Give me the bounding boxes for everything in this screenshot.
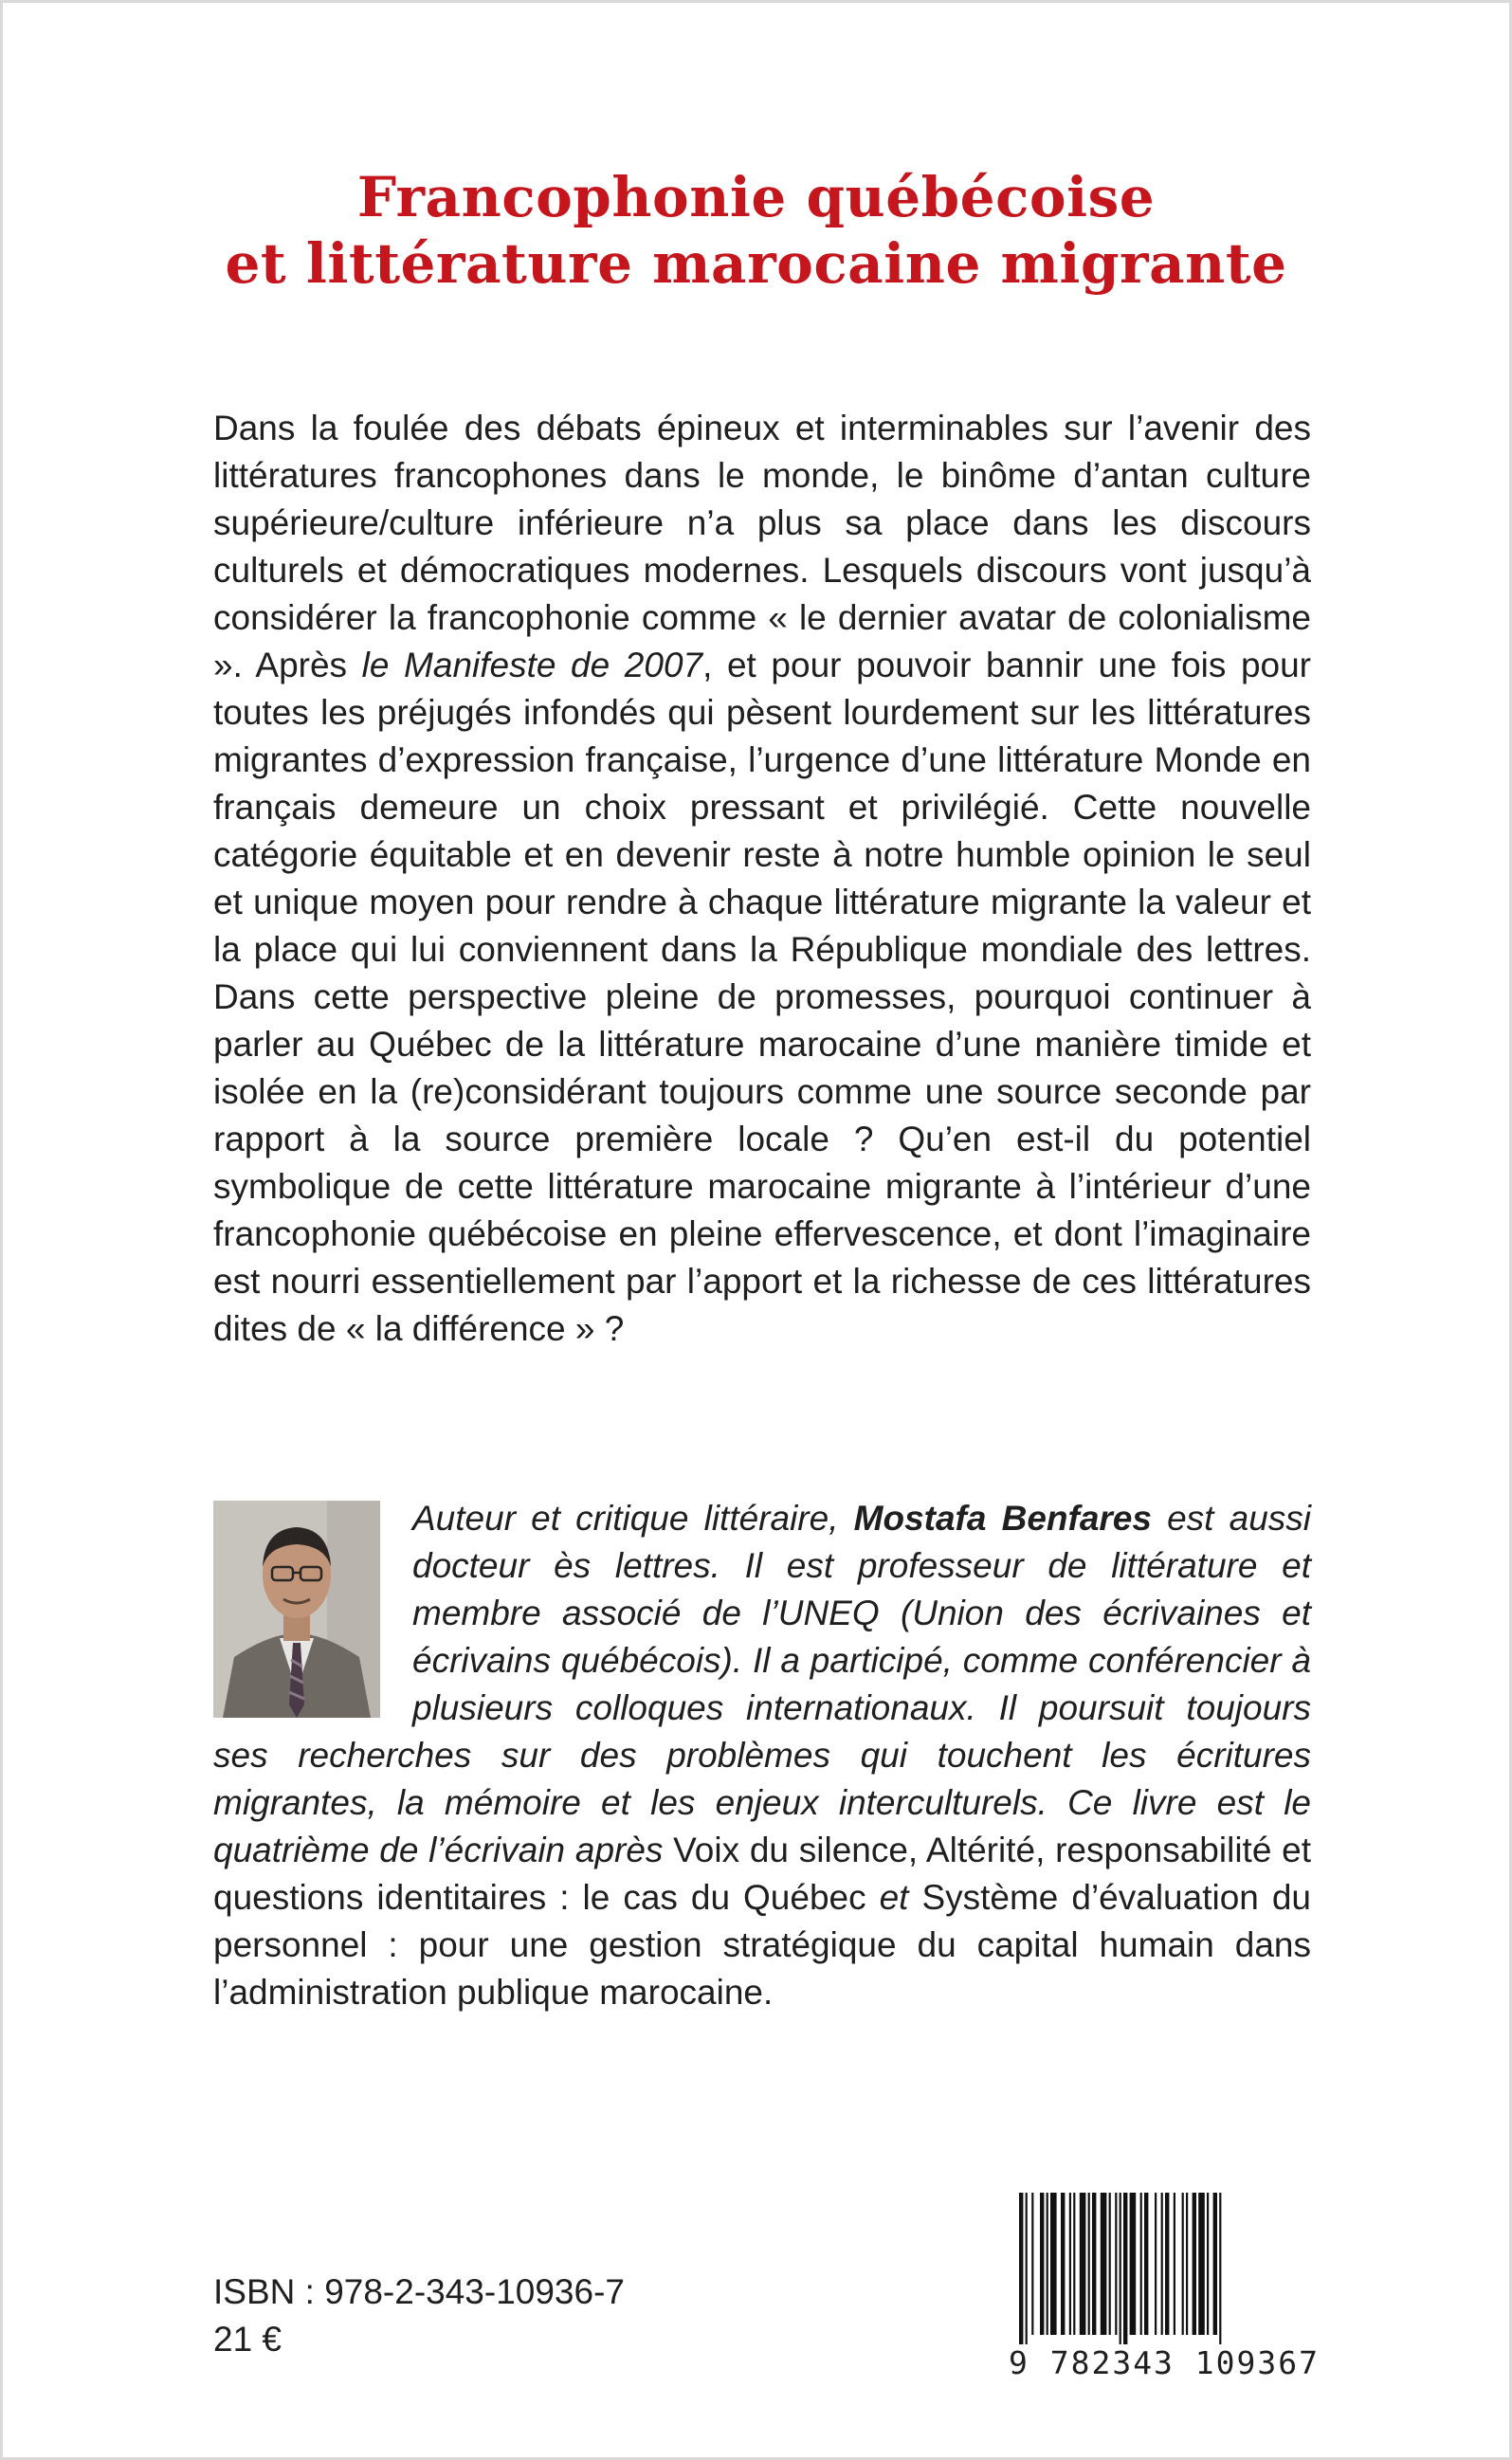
- photo-spacer: [213, 1495, 412, 1732]
- barcode-bar: [1161, 2193, 1163, 2335]
- book-title-systeme-evaluation: Système d’évaluation du personnel : pour une gestion stratégique du capital humain dans l’administration publique marocaine.: [213, 1878, 1311, 2012]
- book-summary: [213, 405, 1311, 1353]
- barcode-bar: [1047, 2193, 1048, 2335]
- barcode-bar: [1165, 2193, 1169, 2335]
- barcode-bar: [1213, 2193, 1217, 2335]
- barcode-bar: [1031, 2193, 1033, 2335]
- barcode-bar: [1174, 2193, 1175, 2335]
- barcode-bar: [1088, 2193, 1090, 2335]
- barcode-bar: [1115, 2193, 1117, 2335]
- barcode-bar: [1069, 2193, 1071, 2335]
- barcode-bar: [1193, 2193, 1196, 2335]
- barcode-digits: 9 782343 109367: [1008, 2344, 1320, 2381]
- bio-connector: et: [865, 1878, 922, 1917]
- summary-text-1: Dans la foulée des débats épineux et interminables sur l’avenir des littératures francophones dans le monde, le binôme d’antan culture supérieure/culture inférieure n’a plus sa place dans les discours culturels et démocratiques modernes. Lesquels discours vont jusqu’à considérer la francophonie comme « le dernier avatar de colonialisme ». Après: [213, 409, 1311, 684]
- book-price: 21 €: [213, 2320, 282, 2359]
- barcode-bar: [1186, 2193, 1188, 2335]
- barcode-bar: [1155, 2193, 1157, 2335]
- barcode-bar: [1040, 2193, 1044, 2335]
- barcode-bar: [1092, 2193, 1096, 2335]
- barcode-bar: [1019, 2193, 1023, 2344]
- barcode-bar: [1207, 2193, 1209, 2335]
- barcode-bar: [1120, 2193, 1121, 2344]
- barcode-bar: [1198, 2193, 1205, 2335]
- isbn-number: ISBN : 978-2-343-10936-7: [213, 2272, 625, 2311]
- barcode-icon: [1017, 2193, 1313, 2344]
- barcode-bar: [1219, 2193, 1221, 2344]
- barcode-bar: [1073, 2193, 1075, 2335]
- barcode-bar: [1140, 2193, 1142, 2335]
- author-biography: [213, 1495, 1311, 2016]
- barcode-bar: [1123, 2193, 1127, 2344]
- barcode-bar: [1026, 2193, 1028, 2344]
- book-title: [3, 164, 1509, 297]
- barcode-bar: [1109, 2193, 1111, 2335]
- summary-text-2: , et pour pouvoir bannir une fois pour toutes les préjugés infondés qui pèsent lourdement sur les littératures migrantes d’expression française, l’urgence d’une littérature Monde en français demeure un choix pressant et privilégié. Cette nouvelle catégorie équitable et en devenir reste à notre humble opinion le seul et unique moyen pour rendre à chaque littérature migrante la valeur et la place qui lui conviennent dans la République mondiale des lettres. Dans cette perspective pleine de promesses, pourquoi continuer à parler au Québec de la littérature marocaine d’une manière timide et isolée en la (re)considérant toujours comme une source seconde par rapport à la source première locale ? Qu’en est-il du potentiel symbolique de cette littérature marocaine migrante à l’intérieur d’une francophonie québécoise en pleine effervescence, et dont l’imaginaire est nourri essentiellement par l’apport et la richesse de ces littératures dites de « la différence » ?: [213, 646, 1312, 1348]
- barcode-bar: [1130, 2193, 1137, 2335]
- author-name: Mostafa Benfares: [853, 1499, 1152, 1538]
- book-title-voix-du-silence: Voix du silence, Altérité, responsabilité et questions identitaires : le cas du Québec: [213, 1831, 1312, 1917]
- summary-italic-manifeste: le Manifeste de 2007: [361, 646, 703, 684]
- barcode-bar: [1101, 2193, 1107, 2335]
- barcode-bar: [1050, 2193, 1057, 2335]
- barcode-bar: [1182, 2193, 1184, 2335]
- bio-text-2: est aussi docteur ès lettres. Il est professeur de littérature et membre associé de l’UNEQ (Union des écrivaines et écrivains québécois). Il a participé, comme conférencier à plusieurs colloques internationaux. Il poursuit toujours ses recherches sur des problèmes qui touchent les écritures migrantes, la mémoire et les enjeux interculturels. Ce livre est le quatrième de l’écrivain après: [213, 1499, 1311, 1869]
- barcode-bar: [1061, 2193, 1065, 2335]
- book-title-line-1: Francophonie québécoise: [356, 165, 1156, 229]
- bio-text-1: Auteur et critique littéraire,: [412, 1499, 854, 1538]
- barcode-bar: [1080, 2193, 1086, 2335]
- book-title-line-2: et littérature marocaine migrante: [225, 231, 1287, 296]
- barcode-bar: [1144, 2193, 1148, 2335]
